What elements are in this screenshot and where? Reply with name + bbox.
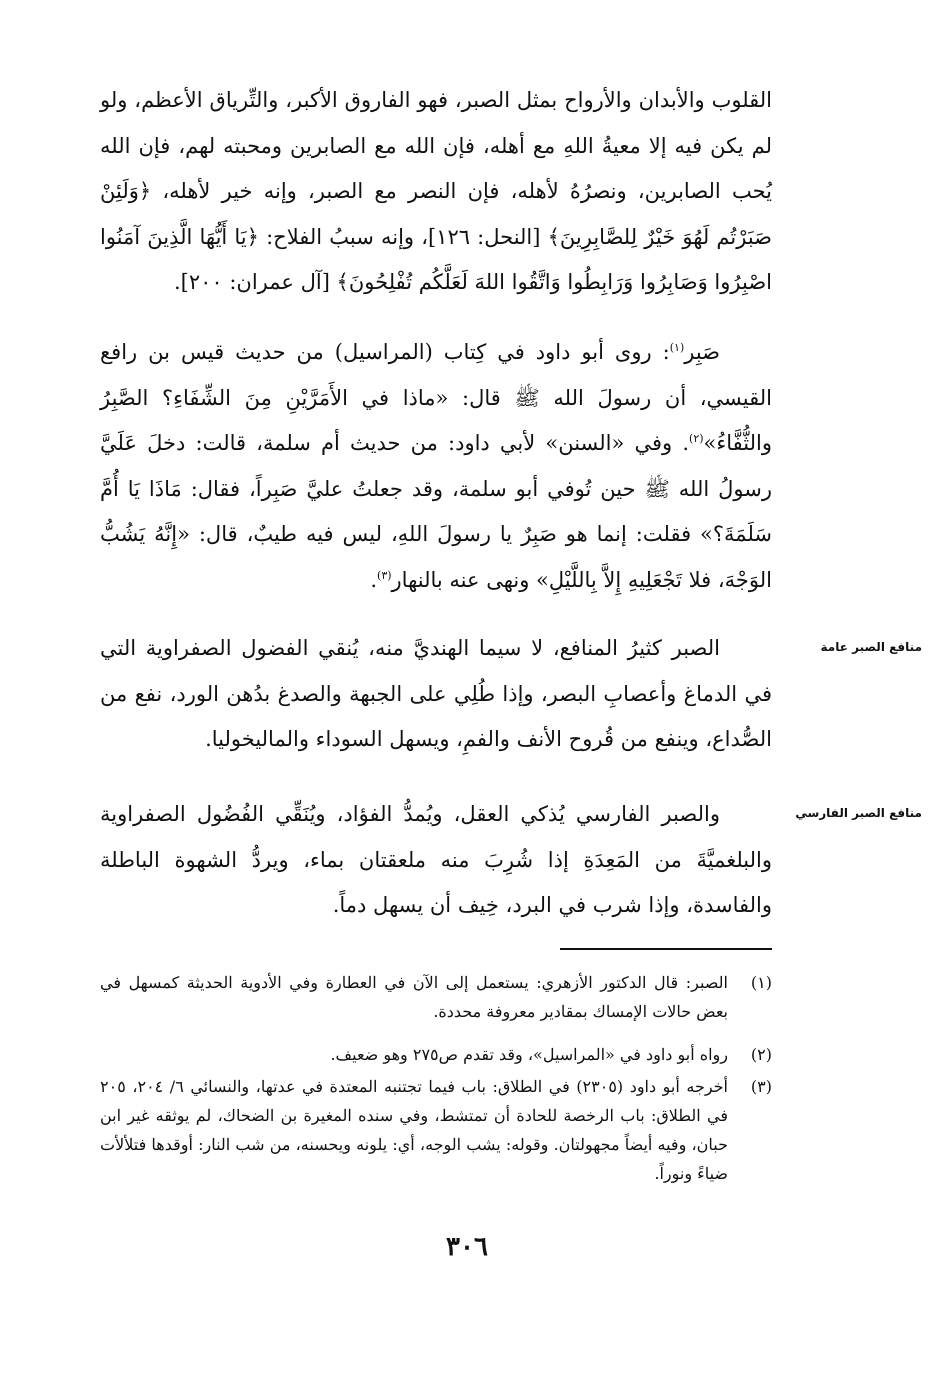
- footnote-ref-1[interactable]: (١): [669, 341, 685, 354]
- paragraph-sabir-heading: صَبِر: [684, 340, 720, 364]
- footnote-separator: [560, 948, 772, 950]
- footnote-number: (١): [750, 973, 772, 992]
- footnote-ref-2[interactable]: (٢): [689, 432, 704, 445]
- footnote-text: الصبر: قال الدكتور الأزهري: يستعمل إلى الآن في العطارة وفي الأدوية الحديثة كمسهل في بعض حالات الإمساك بمقادير معروفة محددة.: [100, 973, 728, 1021]
- margin-note-persian-aloe: منافع الصبر الفارسي: [795, 806, 922, 820]
- paragraph-sabir-text-2: . وفي «السنن» لأبي داود: من حديث أم سلمة، قالت: دخلَ عَلَيَّ رسولُ الله ﷺ حين تُوفي أبو سلمة، وقد جعلتُ عليَّ صَبِراً، فقال: مَاذَا يَا أُمَّ سَلَمَةَ؟» فقلت: إنما هو صَبِرٌ يا رسولَ اللهِ، ليس فيه طيبٌ، قال: «إِنَّهُ يَشُبُّ الوَجْهَ، فلا تَجْعَلِيهِ إِلاَّ بِاللَّيْلِ» ونهى عنه بالنهار: [100, 431, 772, 592]
- paragraph-general-benefits: الصبر كثيرُ المنافع، لا سيما الهنديَّ منه، يُنقي الفضول الصفراوية التي في الدماغ وأعصابِ البصر، وإذا طُلِي على الجبهة والصدغ بدُهن الورد، نفع من الصُّداع، وينفع من قُروح الأنف والفمِ، ويسهل السوداء والماليخوليا.: [100, 636, 772, 751]
- footnote-text: أخرجه أبو داود (٢٣٠٥) في الطلاق: باب فيما تجتنبه المعتدة في عدتها، والنسائي ٦/ ٢٠٤، ٢٠٥ في الطلاق: باب الرخصة للحادة أن تمتشط، وفي سنده المغيرة بن الضحاك، لم يوثقه غير ابن حبان، وفيه أيضاً مجهولتان. وقوله: يشب الوجه، أي: يلونه ويحسنه، من شب النار: أوقدها فتلألأت ضياءً ونوراً.: [100, 1077, 728, 1183]
- margin-note-general-benefits: منافع الصبر عامة: [820, 640, 922, 654]
- paragraph-persian-aloe: والصبر الفارسي يُذكي العقل، ويُمدُّ الفؤاد، ويُنَقِّي الفُضُول الصفراوية والبلغميَّةَ من المَعِدَةِ إذا شُرِبَ منه ملعقتان بماء، ويردُّ الشهوة الباطلة والفاسدة، وإذا شرب في البرد، خِيف أن يسهل دماً.: [100, 802, 772, 917]
- footnote-1: [100, 968, 772, 1026]
- footnote-3: [100, 1072, 772, 1188]
- footnote-number: (٣): [750, 1077, 772, 1096]
- footnote-2: [100, 1040, 772, 1069]
- footnote-ref-3[interactable]: (٣): [377, 568, 392, 582]
- page-number: ٣٠٦: [446, 1232, 488, 1262]
- paragraph-sabir-text-1: : روى أبو داود في كِتاب (المراسيل) من حديث قيس بن رافع القيسي، أن رسولَ الله ﷺ قال: «ماذا في الأَمَرَّيْنِ مِنَ الشِّفَاءِ؟ الصَّبِرُ والثُّفَّاءُ»: [100, 340, 772, 455]
- footnote-text: رواه أبو داود في «المراسيل»، وقد تقدم ص٢٧٥ وهو ضعيف.: [330, 1045, 728, 1064]
- footnote-number: (٢): [750, 1045, 772, 1064]
- paragraph-sabir-end: .: [370, 567, 378, 592]
- paragraph-sabir-hadith: [100, 330, 772, 603]
- paragraph-patience-benefits: القلوب والأبدان والأرواح بمثل الصبر، فهو الفاروق الأكبر، والتِّرياق الأعظم، ولو لم يكن فيه إلا معيةُ اللهِ مع أهله، فإن الله مع الصابرين ومحبته لهم، فإن الله يُحب الصابرين، ونصرُهُ لأهله، فإن النصر مع الصبر، وإنه خير لأهله، ﴿وَلَئِنْ صَبَرْتُم لَهُوَ خَيْرٌ لِلصَّابِرِينَ﴾ [النحل: ١٢٦]، وإنه سببُ الفلاح: ﴿يَا أَيُّهَا الَّذِينَ آمَنُوا اصْبِرُوا وَصَابِرُوا وَرَابِطُوا وَاتَّقُوا اللهَ لَعَلَّكُم تُفْلِحُونَ﴾ [آل عمران: ٢٠٠].: [100, 88, 773, 294]
